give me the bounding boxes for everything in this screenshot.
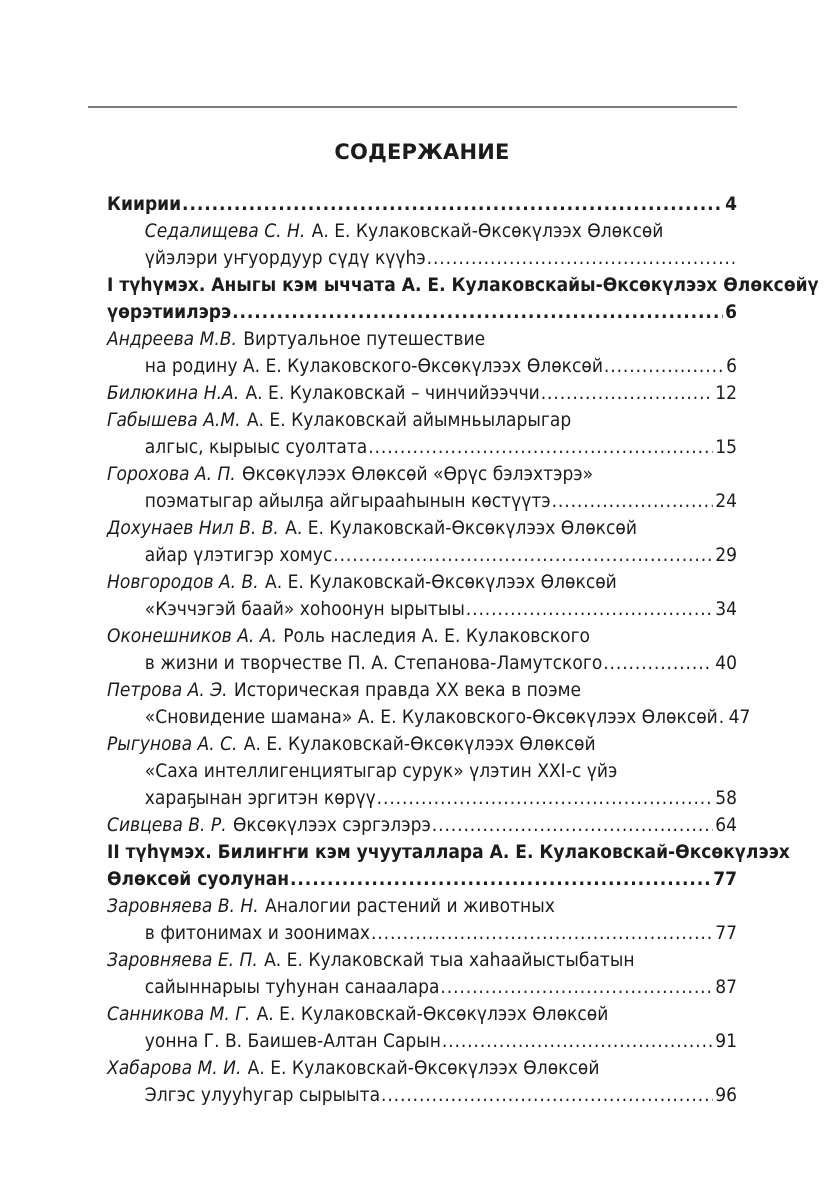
- toc-text: А. Е. Кулаковскай айымньыларыгар: [246, 409, 572, 431]
- dot-leader: [381, 1082, 713, 1109]
- toc-text: үөрэтиилэрэ: [107, 301, 232, 323]
- page-number: 34: [715, 598, 737, 620]
- table-of-contents: [107, 191, 819, 1109]
- toc-author: Рыгунова А. С.: [107, 733, 238, 755]
- toc-line: [107, 461, 737, 488]
- toc-line: [107, 758, 737, 785]
- toc-text: А. Е. Кулаковскай-Өксөкүлээх Өлөксөй: [311, 220, 664, 242]
- toc-text: А. Е. Кулаковскай – чинчийээччи: [245, 382, 540, 404]
- page-number: 40: [715, 652, 737, 674]
- toc-author: Оконешников А. А.: [107, 625, 277, 647]
- toc-line: [107, 488, 737, 515]
- page-title: СОДЕРЖАНИЕ: [334, 140, 510, 164]
- page-number: 6: [726, 355, 737, 377]
- dot-leader: [719, 704, 726, 731]
- toc-line: [107, 866, 737, 893]
- toc-author: Хабарова М. И.: [107, 1057, 242, 1079]
- toc-line: [107, 947, 737, 974]
- toc-text: А. Е. Кулаковскай тыа хаһаайыстыбатын: [264, 949, 635, 971]
- toc-text: А. Е. Кулаковскай-Өксөкүлээх Өлөксөй: [256, 1003, 609, 1025]
- toc-text: поэматыгар айылҕа айгырааһынын көстүүтэ: [144, 490, 551, 512]
- toc-text: айар үлэтигэр хомус: [144, 544, 333, 566]
- toc-line: [107, 1001, 737, 1028]
- toc-line: [107, 920, 737, 947]
- page-number: 58: [715, 787, 737, 809]
- toc-text: Виртуальное путешествие: [243, 328, 486, 350]
- page-number: 29: [715, 544, 737, 566]
- toc-text: на родину А. Е. Кулаковского-Өксөкүлээх Өлөксөй: [144, 355, 603, 377]
- toc-line: [107, 839, 790, 866]
- dot-leader: [466, 596, 713, 623]
- toc-line: [107, 380, 737, 407]
- toc-line: [107, 191, 737, 218]
- toc-line: [107, 245, 737, 272]
- toc-text: сайыннарыы туһунан санаалара: [144, 976, 440, 998]
- page-number: 64: [715, 814, 737, 836]
- toc-line: [107, 218, 737, 245]
- toc-text: А. Е. Кулаковскай-Өксөкүлээх Өлөксөй: [265, 571, 617, 593]
- toc-text: хараҕынан эргитэн көрүү: [144, 787, 376, 809]
- toc-line: [107, 1082, 737, 1109]
- toc-line: [107, 569, 737, 596]
- toc-text: үйэлэри уҥуордуур сүдү күүһэ: [144, 247, 426, 269]
- toc-text: Аналогии растений и животных: [265, 895, 555, 917]
- toc-text: А. Е. Кулаковскай-Өксөкүлээх Өлөксөй: [285, 517, 637, 539]
- dot-leader: [333, 542, 712, 569]
- toc-text: «Кэччэгэй баай» хоһоонун ырытыы: [144, 598, 465, 620]
- toc-line: [107, 1028, 737, 1055]
- toc-line: [107, 650, 737, 677]
- toc-line: [107, 299, 737, 326]
- toc-author: Габышева А.М.: [107, 409, 241, 431]
- toc-line: [107, 272, 819, 299]
- toc-line: [107, 704, 751, 731]
- toc-author: Заровняева Е. П.: [107, 949, 258, 971]
- dot-leader: [442, 1028, 713, 1055]
- toc-author: Новгородов А. В.: [107, 571, 259, 593]
- page-number: 4: [725, 193, 737, 215]
- toc-line: [107, 434, 737, 461]
- toc-author: Андреева М.В.: [107, 328, 237, 350]
- toc-text: А. Е. Кулаковскай-Өксөкүлээх Өлөксөй: [243, 733, 596, 755]
- toc-text: «Сновидение шамана» А. Е. Кулаковского-Өксөкүлээх Өлөксөй: [144, 706, 718, 728]
- toc-line: [107, 326, 737, 353]
- dot-leader: [232, 299, 722, 326]
- toc-line: [107, 677, 737, 704]
- toc-text: в жизни и творчестве П. А. Степанова-Ламутского: [144, 652, 603, 674]
- toc-line: [107, 893, 737, 920]
- toc-author: Сивцева В. Р.: [107, 814, 227, 836]
- dot-leader: [552, 488, 713, 515]
- toc-text: Киирии: [107, 193, 182, 215]
- page-number: 47: [728, 706, 751, 728]
- page-number: 96: [715, 1084, 737, 1106]
- toc-text: А. Е. Кулаковскай-Өксөкүлээх Өлөксөй: [247, 1057, 600, 1079]
- page-number: 91: [715, 1030, 737, 1052]
- dot-leader: [371, 920, 713, 947]
- dot-leader: [440, 974, 712, 1001]
- page-number: 77: [715, 922, 737, 944]
- toc-text: алгыс, кырыыс суолтата: [144, 436, 368, 458]
- toc-author: Билюкина Н.А.: [107, 382, 240, 404]
- dot-leader: [290, 866, 710, 893]
- toc-text: в фитонимах и зоонимах: [144, 922, 371, 944]
- page-number: 12: [715, 382, 737, 404]
- dot-leader: [432, 812, 713, 839]
- toc-author: Дохунаев Нил В. В.: [107, 517, 279, 539]
- toc-line: [107, 785, 737, 812]
- dot-leader: [182, 191, 722, 218]
- toc-text: Өксөкүлээх Өлөксөй «Өрүс бэлэхтэрэ»: [242, 463, 594, 485]
- dot-leader: [368, 434, 712, 461]
- toc-text: «Саха интеллигенциятыгар сурук» үлэтин XXI-с үйэ: [144, 760, 618, 782]
- page-number: 77: [713, 868, 737, 890]
- toc-line: [107, 596, 737, 623]
- page-number: 15: [715, 436, 737, 458]
- header-rule: [88, 106, 737, 108]
- toc-text: I түһүмэх. Аныгы кэм ыччата А. Е. Кулаковскайы-Өксөкүлээх Өлөксөйү: [107, 274, 819, 296]
- toc-line: [107, 515, 737, 542]
- toc-author: Заровняева В. Н.: [107, 895, 259, 917]
- toc-line: [107, 731, 737, 758]
- dot-leader: [604, 353, 724, 380]
- page-number: 6: [725, 301, 737, 323]
- page-number: 24: [715, 490, 737, 512]
- toc-line: [107, 353, 737, 380]
- toc-text: Өлөксөй суолунан: [107, 868, 290, 890]
- toc-line: [107, 812, 737, 839]
- toc-line: [107, 974, 737, 1001]
- dot-leader: [377, 785, 713, 812]
- dot-leader: [427, 245, 735, 272]
- toc-text: Историческая правда XX века в поэме: [233, 679, 582, 701]
- toc-text: Өксөкүлээх сэргэлэрэ: [232, 814, 431, 836]
- toc-text: II түһүмэх. Билиҥҥи кэм учууталлара А. Е. Кулаковскай-Өксөкүлээх: [107, 841, 790, 863]
- dot-leader: [603, 650, 712, 677]
- toc-author: Петрова А. Э.: [107, 679, 228, 701]
- toc-line: [107, 1055, 737, 1082]
- toc-author: Горохова А. П.: [107, 463, 236, 485]
- toc-author: Санникова М. Г.: [107, 1003, 251, 1025]
- toc-line: [107, 407, 737, 434]
- toc-text: Элгэс улууһугар сырыыта: [144, 1084, 381, 1106]
- dot-leader: [541, 380, 713, 407]
- toc-line: [107, 542, 737, 569]
- page-number: 87: [715, 976, 737, 998]
- toc-text: уонна Г. В. Баишев-Алтан Сарын: [144, 1030, 441, 1052]
- toc-author: Седалищева С. Н.: [144, 220, 306, 242]
- toc-line: [107, 623, 737, 650]
- toc-text: Роль наследия А. Е. Кулаковского: [283, 625, 591, 647]
